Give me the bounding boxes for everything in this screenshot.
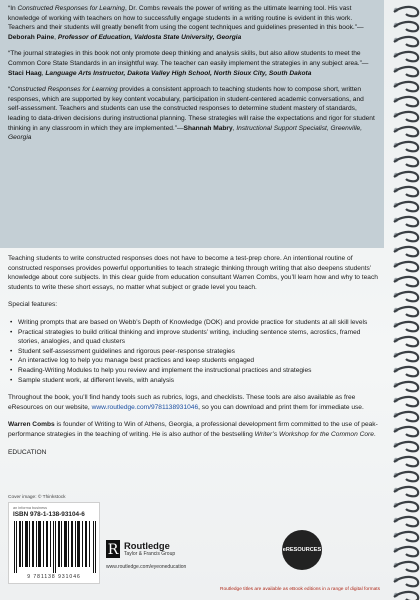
publisher-url[interactable]: www.routledge.com/eyeoneducation xyxy=(106,564,187,570)
eresources-badge: eRESOURCES xyxy=(282,530,322,570)
quote-affiliation: Language Arts Instructor, Dakota Valley High School, North Sioux City, South Dakota xyxy=(45,69,312,77)
binding-coil xyxy=(394,367,418,376)
publisher-group: Taylor & Francis Group xyxy=(124,551,176,557)
author-name: Warren Combs xyxy=(8,421,55,429)
feature-item: • Practical strategies to build critical thinking and improve students’ writing, including sentence stems, acrostics, framed stories, analogies, and quad clusters xyxy=(8,328,380,347)
binding-coil xyxy=(394,127,418,136)
binding-coil xyxy=(394,397,418,406)
spiral-binding xyxy=(380,0,420,600)
binding-coil xyxy=(394,547,418,556)
feature-item: • An interactive log to help you manage best practices and keep students engaged xyxy=(8,356,380,366)
binding-coil xyxy=(394,412,418,421)
binding-coil xyxy=(394,532,418,541)
binding-coil xyxy=(394,157,418,166)
barcode-box xyxy=(8,502,100,584)
barcode-number: 9 781138 931046 xyxy=(27,574,81,580)
ebook-footnote: Routledge titles are available as eBook editions in a range of digital formats xyxy=(220,587,380,592)
publisher-name: Routledge xyxy=(124,540,170,551)
binding-coil xyxy=(394,517,418,526)
binding-coil xyxy=(394,247,418,256)
feature-item: • Student self-assessment guidelines and rigorous peer-response strategies xyxy=(8,347,380,357)
binding-coil xyxy=(394,97,418,106)
svg-text:R: R xyxy=(107,542,119,558)
binding-coil xyxy=(394,82,418,91)
binding-coil xyxy=(394,142,418,151)
description xyxy=(8,254,380,465)
binding-coil xyxy=(394,217,418,226)
binding-coil xyxy=(394,457,418,466)
feature-item: • Writing prompts that are based on Webb’s Depth of Knowledge (DOK) and provide practice for students at all skill levels xyxy=(8,318,380,328)
resources-paragraph: Throughout the book, you’ll find handy tools such as rubrics, logs, and checklists. These tools are also available as free eResources on our website, www.routledge.com/9781138931046, so you can download and print them for immediate use. xyxy=(8,394,364,411)
binding-coil xyxy=(394,232,418,241)
quote-affiliation: Instructional Support Specialist, Greenville, Georgia xyxy=(8,124,363,142)
feature-item: • Reading-Writing Modules to help you review and implement the instructional practices and strategies xyxy=(8,366,380,376)
binding-coil xyxy=(394,112,418,121)
endorsement-quote-1: “In Constructed Responses for Learning, Dr. Combs reveals the power of writing as the ultimate learning tool. His vast knowledge of working with teachers on how to successfully engage students in a writing routine is evident in this work. Teachers and their students will greatly benefit from using the cogent techniques and guidelines presented in this book.”—Deborah Paine, Professor of Education, Valdosta State University, Georgia xyxy=(8,5,364,41)
features-list xyxy=(8,318,380,385)
binding-coil xyxy=(394,7,418,16)
quote-author: Shannah Mabry xyxy=(183,124,233,132)
binding-coil xyxy=(394,67,418,76)
binding-coil xyxy=(394,187,418,196)
feature-item: • Sample student work, at different levels, with analysis xyxy=(8,376,380,386)
binding-coil xyxy=(394,382,418,391)
resources-link[interactable]: www.routledge.com/9781138931046 xyxy=(91,403,199,411)
binding-coil xyxy=(394,427,418,436)
endorsements-panel xyxy=(0,0,384,248)
endorsement-quote-3: “Constructed Responses for Learning provides a consistent approach to teaching students how to compose short, written responses, which are supported by key content vocabulary, participation in student-centered academic conversations, and self-assessment. Teachers and students can use the constructed responses to determine student mastery of standards, leading to data-driven decisions during instructional planning. These strategies will raise the expectations and rigor for student thinking in any classroom in which they are implemented.”—Shannah Mabry, Instructional Support Specialist, Greenville, Georgia xyxy=(8,86,375,142)
intro-paragraph: Teaching students to write constructed responses does not have to become a test-prep chore. An intentional routine of constructed responses provides powerful opportunities to teach strategic thinking through writing that also deepens students’ knowledge about core subjects. In this clear guide from education consultant Warren Combs, you’ll learn how and why to teach students to write these short essays, no matter what subject or grade level you teach. xyxy=(8,255,378,291)
binding-coil xyxy=(394,502,418,511)
informa-label: an informa business xyxy=(13,506,47,510)
cover-credit: Cover image: © Thinkstock xyxy=(8,495,66,500)
binding-coil xyxy=(394,262,418,271)
binding-coil xyxy=(394,442,418,451)
binding-coil xyxy=(394,202,418,211)
author-bio: Warren Combs is founder of Writing to Win of Athens, Georgia, a professional development firm committed to the use of peak-performance strategies in the teaching of writing. He is also author of the bestselling Writer’s Workshop for the Common Core. xyxy=(8,421,378,438)
binding-coil xyxy=(394,292,418,301)
imprint-area xyxy=(8,495,380,592)
binding-coil xyxy=(394,472,418,481)
binding-coil xyxy=(394,577,418,586)
binding-coil xyxy=(394,307,418,316)
binding-coil xyxy=(394,22,418,31)
barcode xyxy=(13,521,97,573)
isbn: ISBN 978-1-138-93104-6 xyxy=(13,511,85,518)
quote-affiliation: Professor of Education, Valdosta State University, Georgia xyxy=(57,33,242,41)
binding-coil xyxy=(394,562,418,571)
binding-coil xyxy=(394,487,418,496)
binding-coil xyxy=(394,52,418,61)
quote-author: Deborah Paine xyxy=(8,33,55,41)
binding-coil xyxy=(394,352,418,361)
quote-author: Staci Haag xyxy=(8,69,42,77)
binding-coil xyxy=(394,337,418,346)
binding-coil xyxy=(394,322,418,331)
category-label: EDUCATION xyxy=(8,448,47,456)
publisher-block xyxy=(106,502,276,584)
binding-coil xyxy=(394,37,418,46)
features-heading: Special features: xyxy=(8,301,58,309)
binding-coil xyxy=(394,172,418,181)
binding-coil xyxy=(394,277,418,286)
other-book-title: Writer’s Workshop for the Common Core xyxy=(254,430,374,438)
routledge-logo-icon xyxy=(106,540,120,558)
endorsement-quote-2: “The journal strategies in this book not only promote deep thinking and analysis skills, but also allow students to meet the Common Core State Standards in an insightful way. The teacher can easily implement the strategies in any subject area.”—Staci Haag, Language Arts Instructor, Dakota Valley High School, North Sioux City, South Dakota xyxy=(8,50,369,77)
